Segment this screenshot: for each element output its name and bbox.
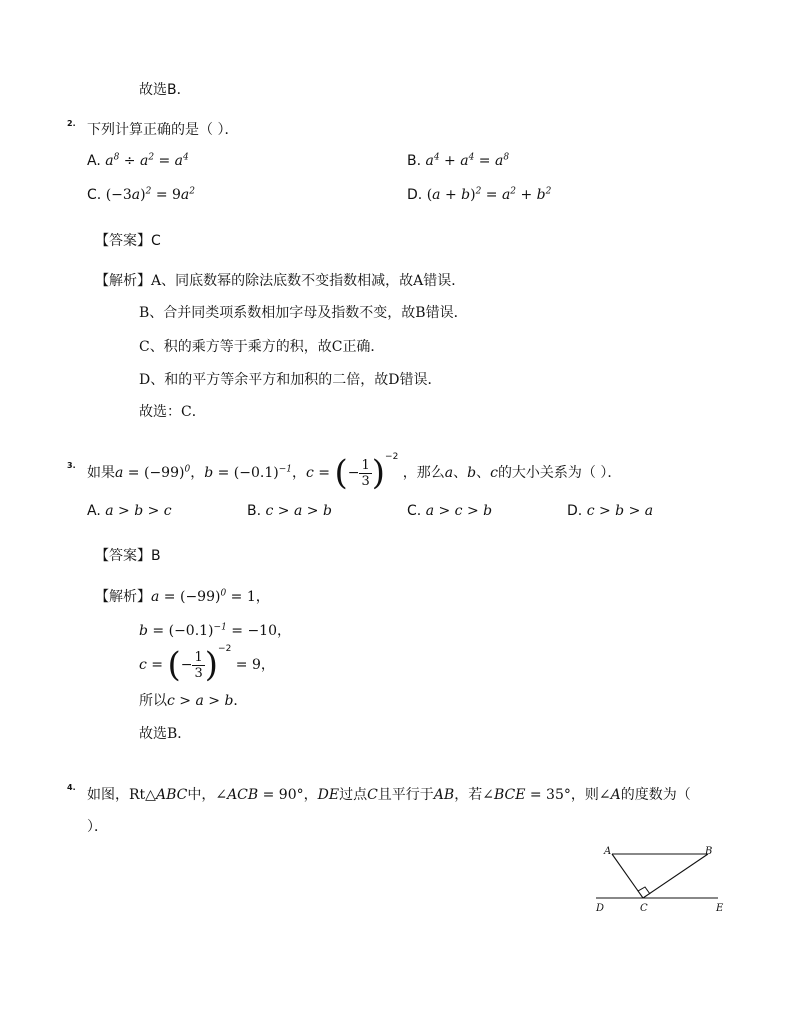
- q3-option-d: D. c > b > a: [567, 503, 654, 519]
- q3-answer: 【答案】B: [95, 548, 161, 564]
- q3-number: 3.: [67, 461, 76, 470]
- q3-option-b: B. c > a > b: [247, 503, 332, 519]
- q1-choose-line: 故选B．: [139, 82, 191, 98]
- q2-option-c: C. $(-3a)^2 = 9a^2$: [87, 186, 195, 203]
- q2-analysis-c: C、积的乘方等于乘方的积，故C正确．: [139, 339, 385, 355]
- q3-analysis-c: c = (− $\frac{1}{3}$ )$^{-2}$ = 9，: [139, 644, 275, 685]
- label-a: A: [604, 846, 612, 857]
- q4-stem-continued: ）．: [87, 819, 108, 835]
- q2-option-b: B. $a^4 + a^4 = a^8$: [407, 152, 510, 169]
- q3-choose-line: 故选B．: [139, 726, 192, 742]
- q2-option-a: A. $a^8 \div a^2 = a^4$: [87, 152, 189, 169]
- label-b: B: [705, 846, 713, 857]
- label-c: C: [640, 903, 648, 914]
- label-e: E: [716, 903, 724, 914]
- q2-analysis-a: 【解析】A、同底数幂的除法底数不变指数相减，故A错误．: [95, 273, 466, 289]
- segment-ac: [612, 854, 643, 898]
- q2-number: 2.: [67, 119, 76, 128]
- q2-stem: 下列计算正确的是（ ）．: [87, 122, 239, 138]
- q3-analysis-a: 【解析】$a = (-99)^0 = 1$，: [95, 588, 270, 605]
- q4-triangle-figure: [590, 842, 730, 916]
- q3-stem: 如果$a = (-99)^0$，$b = (-0.1)^{-1}$，c = (− $\frac{1}{3}$ )$^{-2}$ ，那么a、b、c的大小关系为（ ）．: [87, 452, 622, 493]
- q4-number: 4.: [67, 783, 76, 792]
- label-d: D: [596, 903, 605, 914]
- q3-option-c: C. a > c > b: [407, 503, 493, 519]
- q2-answer: 【答案】C: [95, 233, 161, 249]
- q3-analysis-b: $b = (-0.1)^{-1} = -10$，: [139, 622, 291, 639]
- q2-analysis-d: D、和的平方等余平方和加积的二倍，故D错误．: [139, 372, 442, 388]
- q2-analysis-b: B、合并同类项系数相加字母及指数不变，故B错误．: [139, 305, 468, 321]
- q2-choose-line: 故选：C．: [139, 404, 206, 420]
- q3-so-line: 所以c > a > b．: [139, 693, 248, 709]
- q4-stem: 如图，Rt△ABC中，∠ACB = 90°，DE过点C且平行于AB，若∠BCE = 35°，则∠A的度数为（: [87, 787, 691, 803]
- q3-option-a: A. a > b > c: [87, 503, 172, 519]
- q2-option-d: D. $(a + b)^2 = a^2 + b^2$: [407, 186, 552, 203]
- segment-bc: [643, 854, 708, 898]
